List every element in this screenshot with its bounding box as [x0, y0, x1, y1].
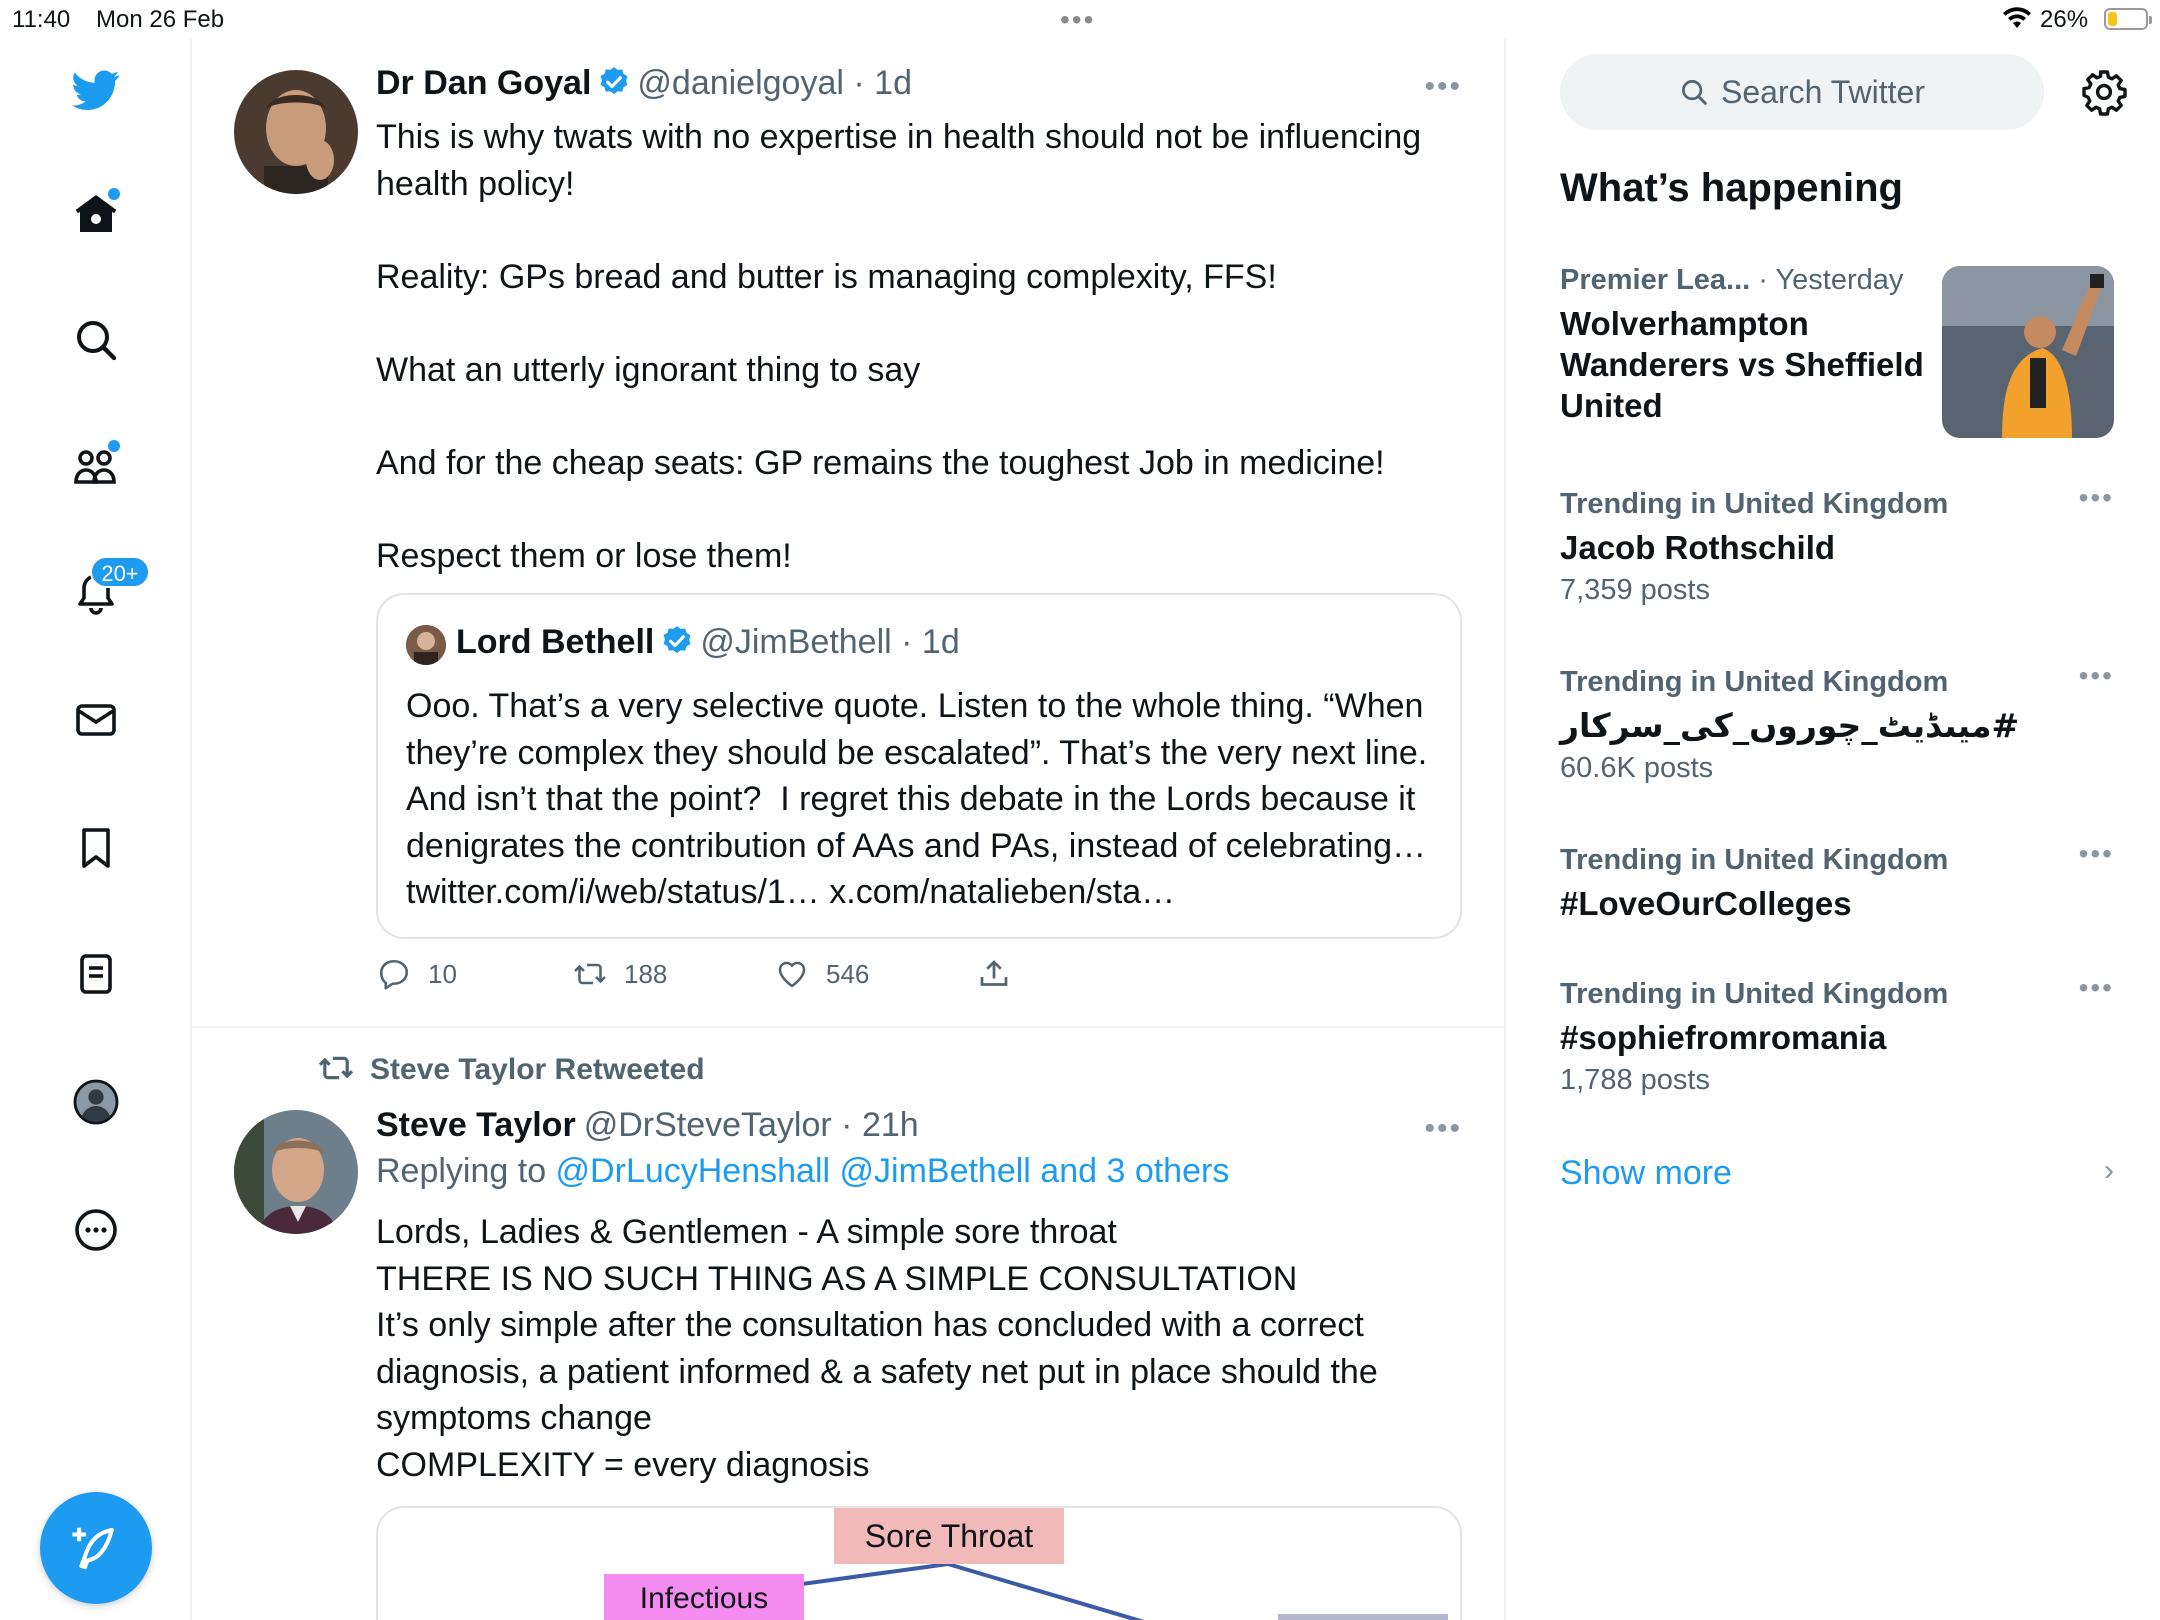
communities-icon[interactable] — [68, 438, 124, 494]
tweet-time[interactable]: 1d — [874, 64, 912, 102]
trend-topic: #LoveOurColleges — [1560, 885, 1852, 922]
wifi-icon — [2002, 6, 2032, 37]
trend-when: · Yesterday — [1750, 264, 1904, 296]
trend-item[interactable] — [1560, 660, 2120, 785]
trend-count: 1,788 posts — [1560, 1064, 1710, 1096]
author-handle[interactable]: @danielgoyal — [637, 64, 844, 102]
multitasking-dots-icon[interactable]: ••• — [1060, 4, 1096, 35]
reply-button[interactable] — [376, 956, 457, 992]
compose-tweet-button[interactable] — [40, 1492, 152, 1604]
diagram-box-partial — [1278, 1614, 1448, 1620]
search-icon — [1679, 77, 1709, 107]
tweet-divider — [192, 1026, 1506, 1028]
replying-to-label: Replying to — [376, 1152, 556, 1190]
trend-more-icon[interactable]: ••• — [2078, 972, 2114, 1003]
trend-topic: Wolverhampton Wanderers vs Sheffield United — [1560, 305, 1924, 424]
search-placeholder: Search Twitter — [1721, 73, 1925, 110]
share-button[interactable] — [976, 956, 1012, 992]
header-separator: · — [843, 64, 875, 102]
trend-count: 7,359 posts — [1560, 574, 1710, 606]
home-unread-dot — [108, 188, 120, 200]
settings-gear-icon[interactable] — [2080, 68, 2128, 116]
like-count: 546 — [826, 958, 870, 989]
communities-unread-dot — [108, 440, 120, 452]
avatar-dan-goyal[interactable] — [234, 70, 358, 194]
right-sidebar — [1508, 38, 2160, 1620]
battery-percent: 26% — [2040, 6, 2089, 33]
quoted-tweet-header — [456, 623, 960, 662]
bookmarks-icon[interactable] — [68, 820, 124, 876]
status-time: 11:40 — [12, 6, 71, 33]
messages-envelope-icon[interactable] — [68, 692, 124, 748]
whats-happening-title: What’s happening — [1560, 166, 1903, 210]
retweet-icon — [572, 956, 608, 992]
search-input[interactable] — [1560, 54, 2044, 130]
trend-category: Trending in United Kingdom — [1560, 666, 1949, 698]
chevron-right-icon[interactable]: › — [2104, 1154, 2114, 1187]
trend-category: Trending in United Kingdom — [1560, 978, 1949, 1010]
quoted-tweet[interactable] — [376, 593, 1462, 939]
trend-category: Trending in United Kingdom — [1560, 488, 1949, 520]
tweet-header — [376, 1106, 919, 1145]
header-separator: · — [831, 1106, 862, 1144]
author-name[interactable]: Steve Taylor — [376, 1106, 576, 1144]
trend-more-icon[interactable]: ••• — [2078, 482, 2114, 513]
author-name[interactable]: Dr Dan Goyal — [376, 64, 592, 102]
tweet-time[interactable]: 21h — [861, 1106, 919, 1144]
profile-avatar-icon[interactable] — [68, 1074, 124, 1130]
trend-item[interactable] — [1560, 838, 2120, 924]
quoted-tweet-body: Ooo. That’s a very selective quote. Listen to the whole thing. “When they’re complex they should be escalated”. That’s the very next line. And isn’t that the point? I regret this debate in the Lords because it denigrates the contribution of AAs and PAs, instead of celebrating… twitter.com/i/web/status/1… x.com/natalieben/sta… — [406, 687, 1436, 911]
diagram-label-infectious: Infectious — [604, 1574, 804, 1620]
trend-topic: #sophiefromromania — [1560, 1019, 1887, 1056]
retweet-button[interactable] — [572, 956, 667, 992]
retweet-count: 188 — [624, 958, 668, 989]
trend-item[interactable] — [1560, 972, 2120, 1097]
home-icon[interactable] — [68, 186, 124, 242]
trend-topic: #میںڈیٹ_چوروں_کی_سرکار — [1560, 706, 2020, 745]
trend-more-icon[interactable]: ••• — [2078, 838, 2114, 869]
explore-search-icon[interactable] — [68, 312, 124, 368]
more-options-icon[interactable] — [68, 1202, 124, 1258]
tweet-more-icon[interactable]: ••• — [1424, 70, 1462, 103]
retweeted-by-text[interactable]: Steve Taylor Retweeted — [370, 1053, 705, 1086]
compose-feather-icon — [69, 1521, 123, 1575]
quoted-author-handle: @JimBethell — [700, 623, 892, 661]
avatar-lord-bethell — [406, 625, 446, 665]
replying-to — [376, 1152, 1229, 1191]
trend-thumbnail[interactable] — [1942, 266, 2114, 438]
quoted-author-name: Lord Bethell — [456, 623, 655, 661]
trend-more-icon[interactable]: ••• — [2078, 660, 2114, 691]
left-nav — [0, 38, 192, 1620]
battery-fill — [2108, 12, 2117, 26]
twitter-logo-icon[interactable] — [68, 62, 124, 118]
tweet-body: Lords, Ladies & Gentlemen - A simple sore throat THERE IS NO SUCH THING AS A SIMPLE CONSULTATION It’s only simple after the consultation has concluded with a correct diagnosis, a patient informed & a safety net put in place should the symptoms change COMPLEXITY = every diagnosis — [376, 1213, 1378, 1484]
status-date: Mon 26 Feb — [96, 6, 225, 33]
reply-icon — [376, 956, 412, 992]
status-bar — [0, 0, 2160, 38]
trend-category: Trending in United Kingdom — [1560, 844, 1949, 876]
verified-badge-icon — [597, 65, 631, 99]
trend-item[interactable] — [1560, 482, 2120, 607]
retweeted-by-line — [316, 1052, 705, 1087]
tweet-more-icon[interactable]: ••• — [1424, 1112, 1462, 1145]
replying-to-links[interactable]: @DrLucyHenshall @JimBethell and 3 others — [555, 1152, 1230, 1190]
tweet-header — [376, 64, 912, 103]
battery-icon — [2104, 8, 2148, 30]
notifications-badge: 20+ — [90, 556, 150, 588]
quoted-tweet-time: 1d — [921, 623, 960, 661]
notifications-bell-icon[interactable] — [68, 561, 139, 622]
share-icon — [976, 956, 1012, 992]
reply-count: 10 — [428, 958, 457, 989]
trend-count: 60.6K posts — [1560, 752, 1714, 784]
trend-topic: Jacob Rothschild — [1560, 529, 1836, 566]
retweeted-icon — [316, 1052, 356, 1084]
verified-badge-icon — [660, 624, 694, 658]
quoted-header-separator: · — [891, 623, 922, 661]
tweet-body: This is why twats with no expertise in health should not be influencing health policy! Reality: GPs bread and butter is managing complexity, FFS! What an utterly ignorant thing to say And for the cheap seats: GP remains the toughest Job in medicine! Respect them or lose them! — [376, 118, 1422, 575]
tweet-image[interactable] — [376, 1506, 1462, 1620]
heart-icon — [774, 956, 810, 992]
trend-item[interactable] — [1560, 264, 1940, 426]
diagram-label-sore-throat: Sore Throat — [834, 1508, 1064, 1564]
timeline — [192, 38, 1506, 1620]
trend-category: Premier Lea... — [1560, 264, 1751, 296]
tweet-actions — [376, 956, 1276, 996]
author-handle[interactable]: @DrSteveTaylor — [583, 1106, 832, 1144]
show-more-link[interactable]: Show more — [1560, 1154, 1732, 1192]
lists-icon[interactable] — [68, 946, 124, 1002]
like-button[interactable] — [774, 956, 869, 992]
battery-nub — [2149, 16, 2152, 24]
avatar-steve-taylor[interactable] — [234, 1110, 358, 1234]
